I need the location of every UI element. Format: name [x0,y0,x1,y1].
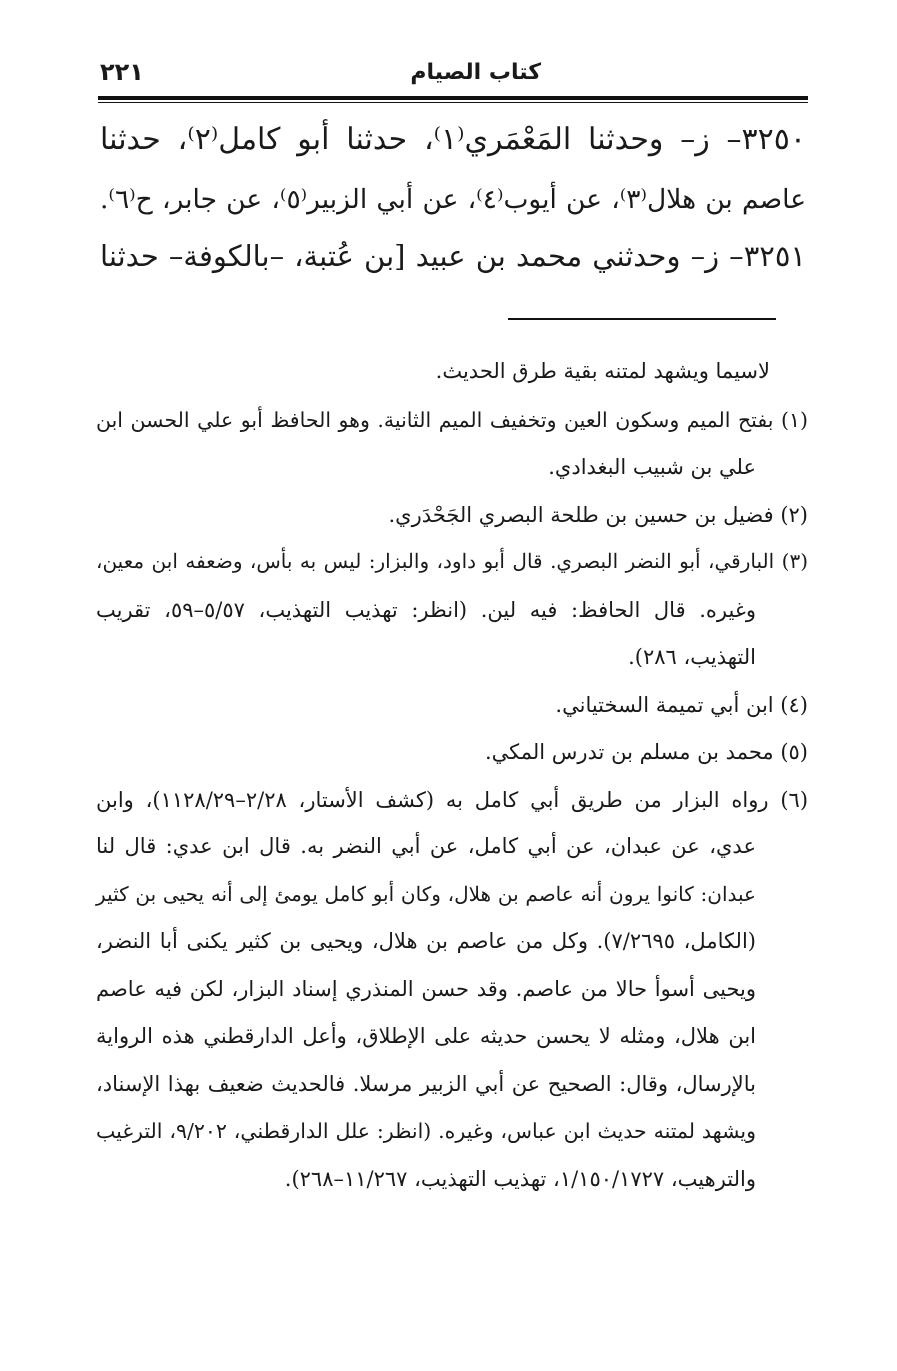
footnote-line: علي بن شبيب البغدادي. [548,455,756,479]
footnote-line: (٦) رواه البزار من طريق أبي كامل به (كشف الأستار، ٢/٢٨–١١٢٨/٢٩)، وابن [96,788,809,812]
footnote-line: لاسيما ويشهد لمتنه بقية طرق الحديث. [435,359,770,383]
footnote-separator [508,318,776,320]
footnote-line: (الكامل، ٧/٢٦٩٥). وكل من عاصم بن هلال، ويحيى بن كثير يكنى أبا النضر، [96,929,756,953]
footnote-line: ابن هلال، ومثله لا يحسن حديثه على الإطلاق، وأعل الدارقطني هذه الرواية [96,1024,756,1048]
footnote-line: بالإرسال، وقال: الصحيح عن أبي الزبير مرسلا. فالحديث ضعيف بهذا الإسناد، [96,1072,756,1096]
hadith-text-line-3: ٣٢٥١– ز– وحدثني محمد بن عبيد [بن عُتبة، –بالكوفة– حدثنا [100,239,806,273]
footnote-line: ويحيى أسوأ حالا من عاصم. وقد حسن المنذري إسناد البزار، لكن فيه عاصم [96,977,756,1001]
header-rule-thick [98,96,808,100]
footnote-line: عبدان: كانوا يرون أنه عاصم بن هلال، وكان أبو كامل يومئ إلى أنه يحيى بن كثير [96,882,756,906]
footnote-line: والترهيب، ١/١٥٠/١٧٢٧، تهذيب التهذيب، ١١/٢٦٧–٢٦٨). [284,1167,756,1191]
chapter-title: كتاب الصيام [410,60,541,85]
footnote-line: (٢) فضيل بن حسين بن طلحة البصري الجَحْدَري. [388,503,808,527]
page-number: ٢٢١ [100,58,144,86]
footnote-line: التهذيب، ٢٨٦). [628,645,756,669]
hadith-text-line-1: ٣٢٥٠– ز– وحدثنا المَعْمَري⁽١⁾، حدثنا أبو كامل⁽٢⁾، حدثنا [100,122,806,157]
footnote-line: (٣) البارقي، أبو النضر البصري. قال أبو داود، والبزار: ليس به بأس، وضعفه ابن معين، [96,549,808,573]
page-header [98,58,806,96]
footnote-line: (٥) محمد بن مسلم بن تدرس المكي. [484,740,808,764]
footnote-line: وغيره. قال الحافظ: فيه لين. (انظر: تهذيب التهذيب، ٥/٥٧–٥٩، تقريب [96,598,756,622]
hadith-text-line-2: عاصم بن هلال⁽٣⁾، عن أيوب⁽٤⁾، عن أبي الزبير⁽٥⁾، عن جابر، ح⁽٦⁾. [100,184,807,215]
footnote-line: (٤) ابن أبي تميمة السختياني. [555,693,808,717]
footnote-line: (١) بفتح الميم وسكون العين وتخفيف الميم الثانية. وهو الحافظ أبو علي الحسن ابن [96,408,808,432]
footnote-line: ويشهد لمتنه حديث ابن عباس، وغيره. (انظر: علل الدارقطني، ٩/٢٠٢، الترغيب [96,1119,757,1143]
header-rule-thin [98,102,808,103]
footnote-line: عدي، عن عبدان، عن أبي كامل، عن أبي النضر به. قال ابن عدي: قال لنا [96,834,756,858]
